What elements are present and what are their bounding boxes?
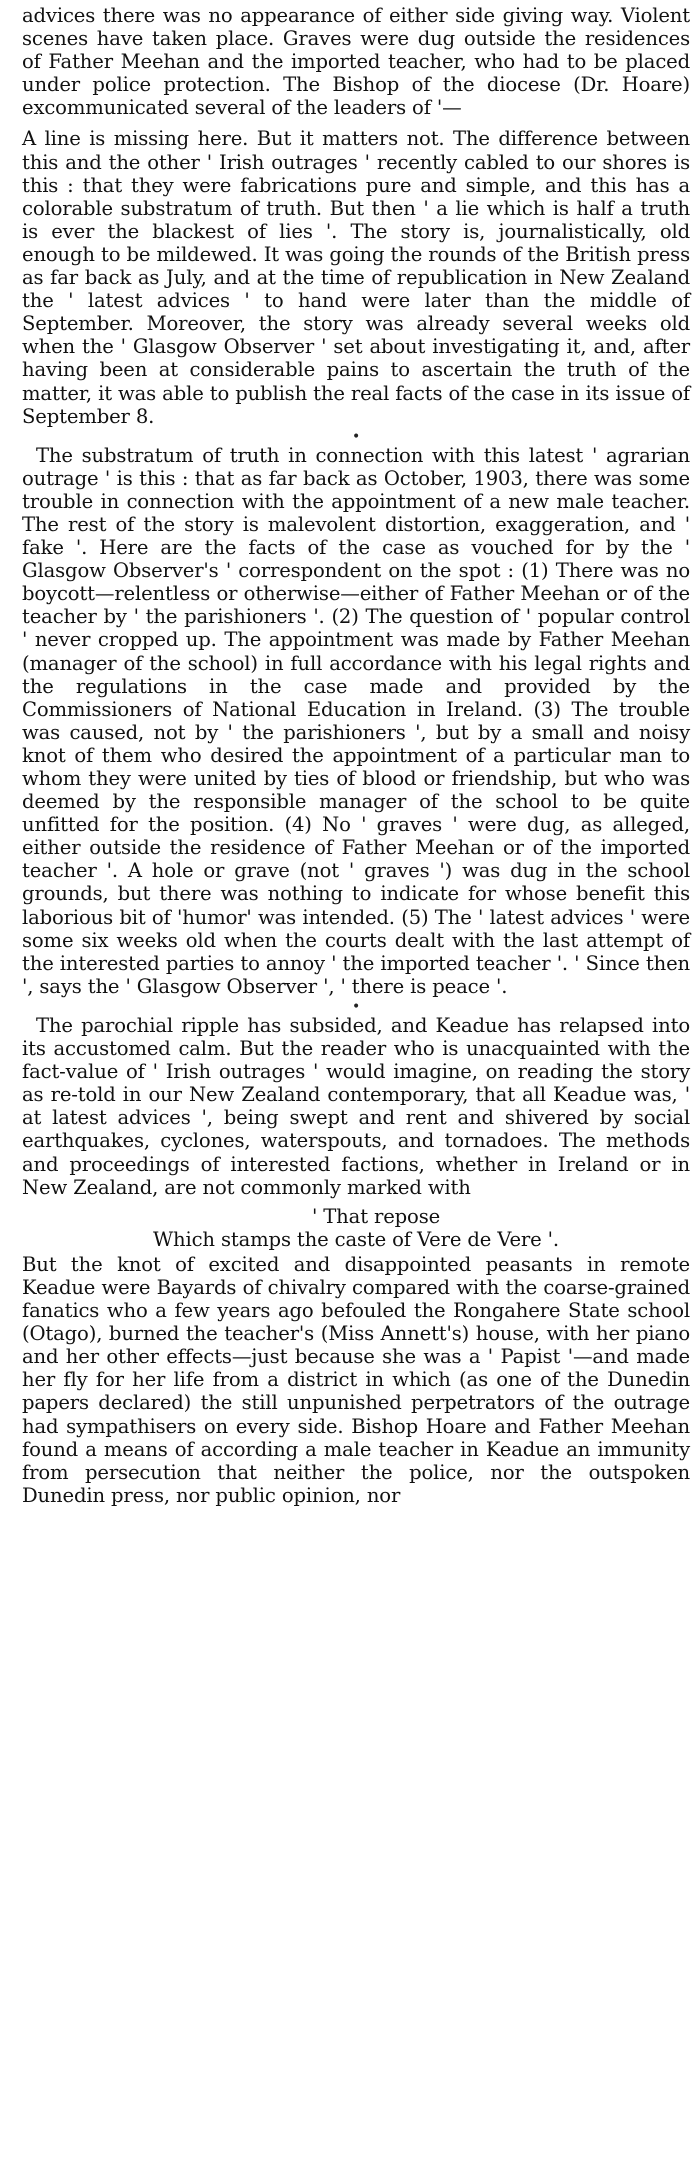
paragraph-opening-continuation: advices there was no appearance of either side giving way. Violent scenes have taken place. Graves were dug outside the residences of Father Meehan and the imported teacher, who had to be placed under police protection. The Bishop of the diocese (Dr. Hoare) excommunicated several of the leaders of '— bbox=[22, 4, 690, 120]
verse-line: Which stamps the caste of Vere de Vere '. bbox=[153, 1227, 559, 1251]
paragraph-bayards-of-chivalry: But the knot of excited and disappointed peasants in remote Keadue were Bayards of chivalry compared with the coarse-grained fanatics who a few years ago befouled the Rongahere State school (Otago), burned the teacher's (Miss Annett's) house, with her piano and her other effects—just because she was a ' Papist '—and made her fly for her life from a district in which (as one of the Dunedin papers declared) the still unpunished perpetrators of the outrage had sympathisers on every side. Bishop Hoare and Father Meehan found a means of according a male teacher in Keadue an immunity from persecution that neither the police, nor the outspoken Dunedin press, nor public opinion, nor bbox=[22, 1252, 690, 1507]
paragraph-parochial-ripple: The parochial ripple has subsided, and Keadue has relapsed into its accustomed calm. But the reader who is unacquainted with the fact-value of ' Irish outrages ' would imagine, on reading the story as re-told in our New Zealand contemporary, that all Keadue was, ' at latest advices ', being swept and rent and shivered by social earthquakes, cyclones, waterspouts, and tornadoes. The methods and proceedings of interested factions, whether in Ireland or in New Zealand, are not commonly marked with bbox=[22, 1013, 690, 1199]
section-separator-dot: • bbox=[351, 998, 361, 1015]
verse-line: ' That repose bbox=[311, 1204, 441, 1228]
paragraph-substratum-of-truth: The substratum of truth in connection with this latest ' agrarian outrage ' is this : that as far back as October, 1903, there was some trouble in connection with the appointment of a new male teacher. The rest of the story is malevolent distortion, exaggeration, and ' fake '. Here are the facts of the case as vouched for by the ' Glasgow Observer's ' correspondent on the spot : (1) There was no boycott—relentless or otherwise—either of Father Meehan or of the teacher by ' the parishioners '. (2) The question of ' popular control ' never cropped up. The appointment was made by Father Meehan (manager of the school) in full accordance with his legal rights and the regulations in the case made and provided by the Commissioners of National Education in Ireland. (3) The trouble was caused, not by ' the parishioners ', but by a small and noisy knot of them who desired the appointment of a particular man to whom they were united by ties of blood or friendship, but who was deemed by the responsible manager of the school to be quite unfitted for the position. (4) No ' graves ' were dug, as alleged, either outside the residence of Father Meehan or of the imported teacher '. A hole or grave (not ' graves ') was dug in the school grounds, but there was nothing to indicate for whose benefit this laborious bit of 'humor' was intended. (5) The ' latest advices ' were some six weeks old when the courts dealt with the last attempt of the interested parties to annoy ' the imported teacher '. ' Since then ', says the ' Glasgow Observer ', ' there is peace '. bbox=[22, 443, 690, 998]
paragraph-missing-line: A line is missing here. But it matters not. The difference between this and the other ' Irish outrages ' recently cabled to our shores is this : that they were fabrications pure and simple, and this has a colorable substratum of truth. But then ' a lie which is half a truth is ever the blackest of lies '. The story is, journalistically, old enough to be mildewed. It was going the rounds of the British press as far back as July, and at the time of republication in New Zealand the ' latest advices ' to hand were later than the middle of September. Moreover, the story was already several weeks old when the ' Glasgow Observer ' set about investigating it, and, after having been at considerable pains to ascertain the truth of the matter, it was able to publish the real facts of the case in its issue of September 8. bbox=[22, 127, 690, 428]
verse-quotation bbox=[22, 1205, 690, 1251]
section-separator-dot: • bbox=[351, 428, 361, 445]
